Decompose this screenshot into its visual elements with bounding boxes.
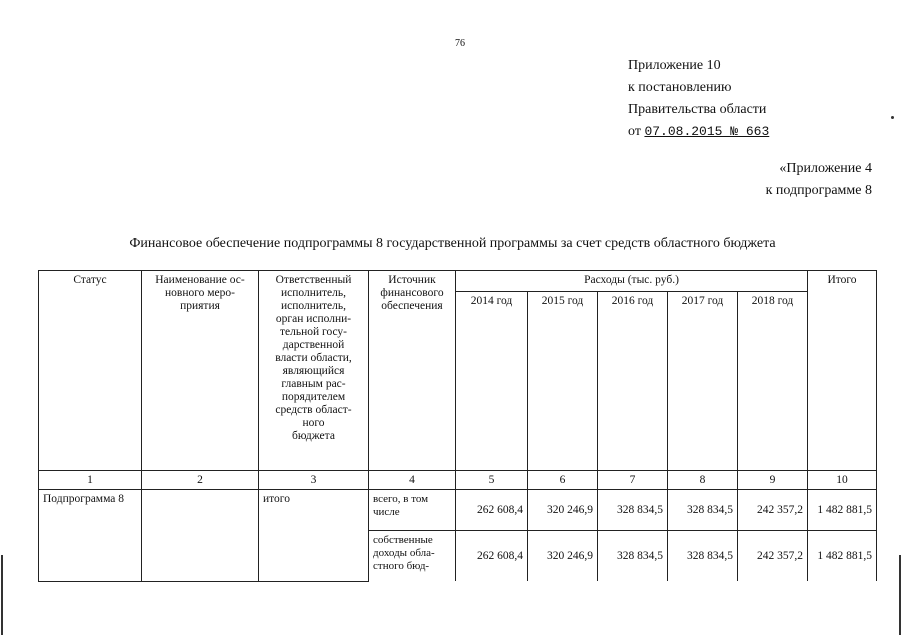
row-value-2014: 262 608,4 — [456, 531, 528, 582]
row-responsible: итого — [259, 490, 369, 582]
row-source: всего, в том числе — [369, 490, 456, 531]
row-value-2014: 262 608,4 — [456, 490, 528, 531]
appendix-line-1: Приложение 10 — [628, 58, 721, 73]
sub-appendix-line-1: «Приложение 4 — [779, 161, 872, 176]
appendix-line-2: к постановлению — [628, 80, 732, 95]
column-number: 2 — [142, 471, 259, 490]
column-number: 6 — [528, 471, 598, 490]
header-total: Итого — [808, 271, 877, 471]
appendix-date-line — [628, 121, 769, 143]
row-value-2016: 328 834,5 — [598, 490, 668, 531]
header-year: 2016 год — [598, 292, 668, 471]
column-number: 5 — [456, 471, 528, 490]
header-year: 2018 год — [738, 292, 808, 471]
header-year: 2017 год — [668, 292, 738, 471]
row-value-2017: 328 834,5 — [668, 490, 738, 531]
header-expenses: Расходы (тыс. руб.) — [456, 271, 808, 292]
header-year: 2015 год — [528, 292, 598, 471]
table-row — [39, 490, 877, 531]
document-title: Финансовое обеспечение подпрограммы 8 государственной программы за счет средств областного бюджета — [129, 236, 776, 251]
sub-appendix-line-2: к подпрограмме 8 — [765, 183, 872, 198]
page-number: 76 — [455, 38, 465, 49]
scan-edge-mark-left — [1, 555, 3, 635]
header-year: 2014 год — [456, 292, 528, 471]
column-numbers-row — [39, 471, 877, 490]
column-number: 4 — [369, 471, 456, 490]
row-name — [142, 490, 259, 582]
header-name: Наименование ос- новного меро- приятия — [142, 271, 259, 471]
row-value-2015: 320 246,9 — [528, 490, 598, 531]
header-source: Источник финансового обеспечения — [369, 271, 456, 471]
row-total: 1 482 881,5 — [808, 531, 877, 582]
row-value-2018: 242 357,2 — [738, 531, 808, 582]
column-number: 7 — [598, 471, 668, 490]
appendix-date-value: 07.08.2015 № 663 — [644, 124, 770, 139]
header-status: Статус — [39, 271, 142, 471]
row-value-2018: 242 357,2 — [738, 490, 808, 531]
header-responsible: Ответственный исполнитель, исполнитель, орган исполни- тельной госу- дарственной власти области, являющийся главным рас- порядителем средств област- ного бюджета — [259, 271, 369, 471]
row-value-2016: 328 834,5 — [598, 531, 668, 582]
appendix-date-prefix: от — [628, 124, 641, 139]
column-number: 3 — [259, 471, 369, 490]
row-value-2015: 320 246,9 — [528, 531, 598, 582]
appendix-block — [628, 55, 769, 143]
scan-edge-mark-right — [899, 555, 901, 635]
row-total: 1 482 881,5 — [808, 490, 877, 531]
row-value-2017: 328 834,5 — [668, 531, 738, 582]
column-number: 9 — [738, 471, 808, 490]
row-status: Подпрограмма 8 — [39, 490, 142, 582]
scan-dot — [891, 116, 894, 119]
financing-table — [38, 270, 877, 582]
row-source: собственные доходы обла- стного бюд- — [369, 531, 456, 582]
column-number: 8 — [668, 471, 738, 490]
sub-appendix-block — [766, 158, 872, 202]
column-number: 1 — [39, 471, 142, 490]
header-row-top — [39, 271, 877, 292]
appendix-line-3: Правительства области — [628, 102, 767, 117]
column-number: 10 — [808, 471, 877, 490]
